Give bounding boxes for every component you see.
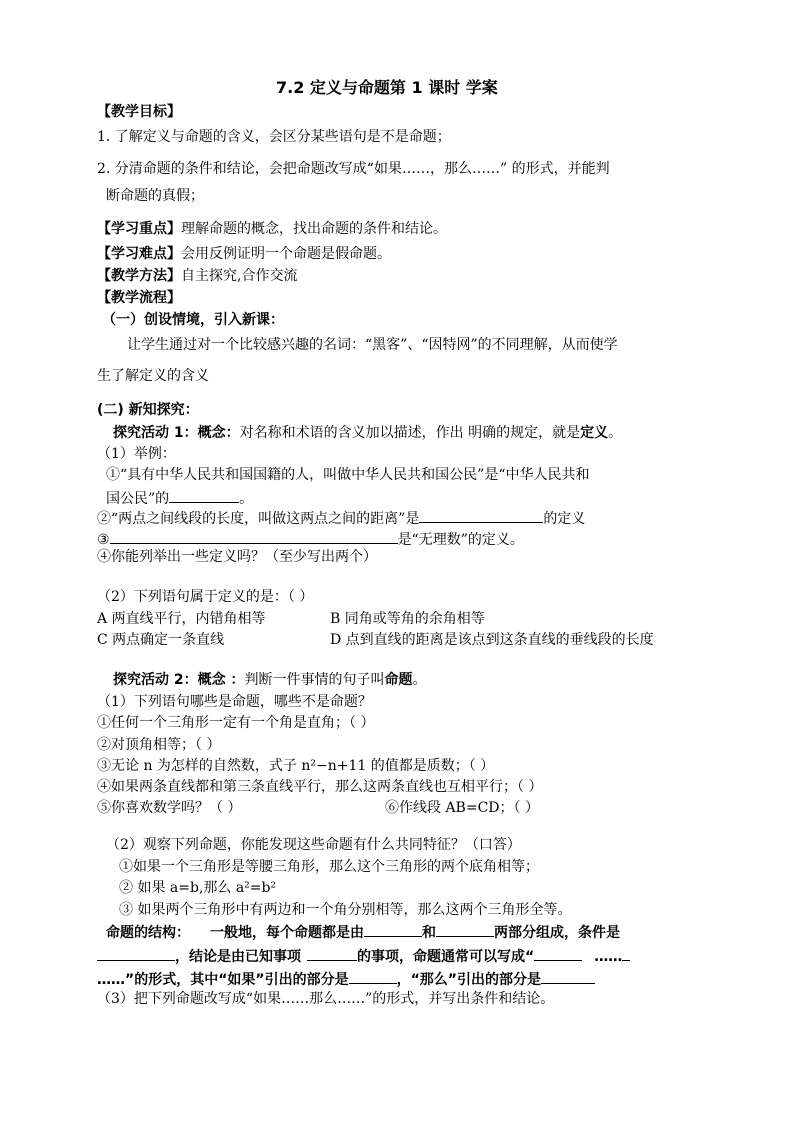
- activity2-definition: [113, 671, 427, 689]
- answer-blank[interactable]: [97, 946, 175, 961]
- structure-text-6: ……: [594, 949, 623, 965]
- sample-proposition-3: ③ 如果两个三角形中有两边和一个角分别相等，那么这两个三角形全等。: [119, 902, 572, 918]
- section2-heading: (二) 新知探究：: [97, 402, 199, 418]
- method-label: 【教学方法】: [97, 268, 181, 284]
- structure-text-4: ，结论是由已知事项: [175, 949, 301, 965]
- method-text: 自主探究,合作交流: [181, 268, 298, 284]
- example-1a: ①“具有中华人民共和国国籍的人，叫做中华人民共和国公民”是“中华人民共和: [106, 467, 590, 483]
- structure-text-1: 一般地，每个命题都是由: [210, 925, 364, 941]
- statement-6: ⑥作线段 AB=CD；（ ）: [385, 800, 539, 816]
- example-2: [97, 508, 585, 528]
- statement-2: ②对顶角相等；（ ）: [97, 737, 221, 753]
- example-1b-end: 。: [239, 491, 254, 507]
- examples-heading: （1）举例：: [97, 446, 176, 462]
- activity2-keyword: 命题: [384, 672, 413, 688]
- activity2-question-2: （2）观察下列命题，你能发现这些命题有什么共同特征？（口答）: [106, 837, 521, 853]
- flow-heading: 【教学流程】: [97, 290, 181, 306]
- statement-3: ③无论 n 为怎样的自然数，式子 n²−n+11 的值都是质数；（ ）: [97, 758, 495, 774]
- activity2-question-1: （1）下列语句哪些是命题，哪些不是命题？: [97, 694, 372, 710]
- sample-proposition-1: ①如果一个三角形是等腰三角形，那么这个三角形的两个底角相等；: [119, 859, 539, 875]
- example-3: [97, 529, 524, 549]
- section1-paragraph-1: 让学生通过对一个比较感兴趣的名词：“黑客”、“因特网”的不同理解，从而使学: [127, 337, 618, 353]
- answer-blank[interactable]: [307, 946, 357, 961]
- activity2-question-3: （3）把下列命题改写成“如果……那么……”的形式，并写出条件和结论。: [97, 991, 555, 1007]
- activity1-definition: [113, 424, 622, 442]
- answer-blank[interactable]: [419, 508, 543, 523]
- answer-blank[interactable]: [534, 946, 582, 961]
- answer-blank[interactable]: [110, 529, 398, 544]
- key-points: [97, 220, 447, 238]
- example-4: ④你能列举出一些定义吗？（至少写出两个）: [97, 549, 377, 565]
- structure-line-1: [106, 922, 620, 942]
- statement-1: ①任何一个三角形一定有一个角是直角；（ ）: [97, 715, 375, 731]
- structure-text-8: ，“那么”引出的部分是: [396, 972, 542, 988]
- question-2: （2）下列语句属于定义的是：（ ）: [97, 589, 314, 605]
- answer-blank[interactable]: [349, 969, 397, 984]
- key-text: 理解命题的概念，找出命题的条件和结论。: [181, 221, 447, 237]
- activity2-end: 。: [412, 672, 427, 688]
- structure-text-5: 的事项，命题通常可以写成“: [357, 949, 535, 965]
- answer-blank[interactable]: [541, 969, 595, 984]
- answer-blank[interactable]: [364, 922, 422, 937]
- section1-heading: （一）创设情境，引入新课：: [102, 312, 284, 328]
- example-3-end: 是“无理数”的定义。: [397, 532, 524, 548]
- answer-blank[interactable]: [436, 922, 494, 937]
- statement-4: ④如果两条直线都和第三条直线平行，那么这两条直线也互相平行；（ ）: [97, 779, 543, 795]
- statement-5: ⑤你喜欢数学吗？（ ）: [97, 800, 242, 816]
- section1-paragraph-2: 生了解定义的含义: [97, 368, 209, 384]
- structure-text-2: 和: [422, 925, 436, 941]
- example-3-start: ③: [97, 532, 110, 548]
- example-2-text: ②“两点之间线段的长度，叫做这两点之间的距离”是: [97, 511, 420, 527]
- example-2-end: 的定义: [543, 511, 586, 527]
- example-1b: [106, 488, 253, 508]
- activity1-end: 。: [608, 425, 623, 441]
- goal-item-2a: 2. 分清命题的条件和结论，会把命题改写成“如果……，那么……” 的形式，并能判: [97, 161, 610, 177]
- key-label: 【学习重点】: [97, 221, 181, 237]
- difficulty-label: 【学习难点】: [97, 246, 181, 262]
- activity1-text: 对名称和术语的含义加以描述，作出 明确的规定，就是: [239, 425, 581, 441]
- option-b[interactable]: B 同角或等角的余角相等: [330, 611, 485, 627]
- answer-blank[interactable]: [169, 488, 239, 503]
- example-1b-text: 国公民”的: [106, 491, 170, 507]
- structure-line-3: [97, 969, 595, 989]
- activity2-text: 判断一件事情的句子叫: [244, 672, 385, 688]
- option-d[interactable]: D 点到直线的距离是该点到这条直线的垂线段的长度: [330, 632, 654, 648]
- activity2-label: 探究活动 2：概念 ：: [113, 672, 245, 688]
- difficulty-points: [97, 245, 391, 263]
- structure-text-7: ……”的形式，其中“如果”引出的部分是: [97, 972, 349, 988]
- difficulty-text: 会用反例证明一个命题是假命题。: [181, 246, 391, 262]
- teaching-method: [97, 267, 297, 285]
- goal-item-1: 1. 了解定义与命题的含义，会区分某些语句是不是命题；: [97, 129, 451, 145]
- structure-label: 命题的结构：: [106, 925, 190, 941]
- answer-blank[interactable]: [622, 946, 630, 961]
- option-c[interactable]: C 两点确定一条直线: [97, 632, 225, 648]
- sample-proposition-2: ② 如果 a=b,那么 a²=b²: [119, 880, 277, 896]
- activity1-label: 探究活动 1：概念：: [113, 425, 240, 441]
- activity1-keyword: 定义: [580, 425, 609, 441]
- option-a[interactable]: A 两直线平行，内错角相等: [97, 611, 266, 627]
- page-title: 7.2 定义与命题第 1 课时 学案: [276, 78, 498, 97]
- structure-line-2: [97, 946, 630, 966]
- structure-text-3: 两部分组成，条件是: [494, 925, 620, 941]
- goals-heading: 【教学目标】: [97, 104, 181, 120]
- goal-item-2b: 断命题的真假；: [106, 188, 204, 204]
